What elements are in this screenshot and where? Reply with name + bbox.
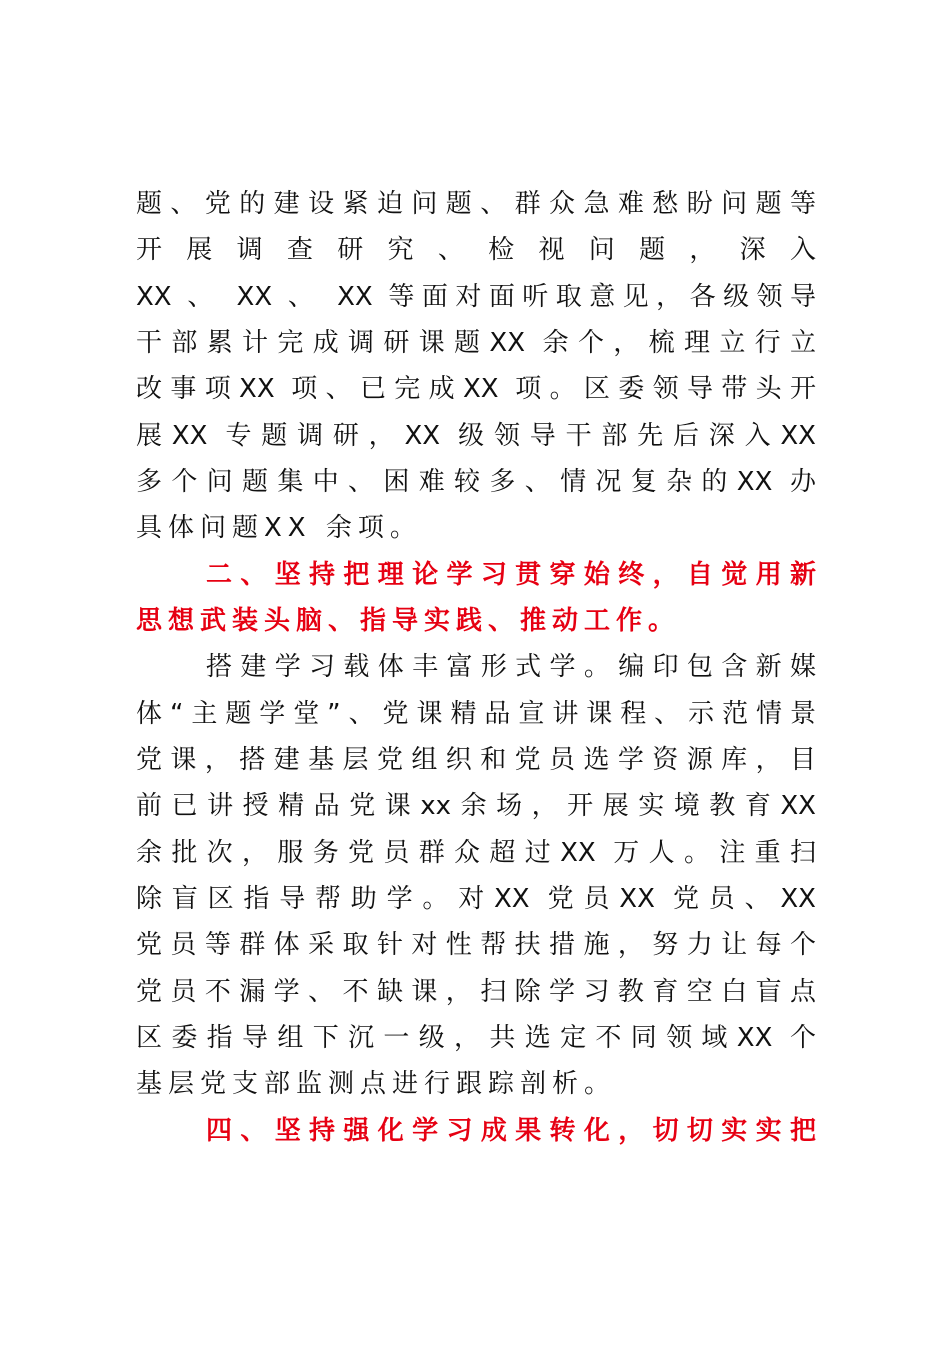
- body-text-line: 干部累计完成调研课题XX 余个，梳理立行立: [136, 328, 816, 358]
- body-text-line: 展XX 专题调研，XX 级领导干部先后深入XX: [136, 421, 816, 451]
- section-heading-line: 二、坚持把理论学习贯穿始终，自觉用新: [206, 560, 816, 590]
- body-text-line: 题、党的建设紧迫问题、群众急难愁盼问题等: [136, 189, 816, 219]
- body-text-line: 党课，搭建基层党组织和党员选学资源库，目: [136, 745, 816, 775]
- body-text-line: 改事项XX 项、已完成XX 项。区委领导带头开: [136, 374, 816, 404]
- body-text-line: 具体问题XX 余项。: [136, 513, 422, 543]
- body-text-line: 体“主题学堂”、党课精品宣讲课程、示范情景: [136, 699, 816, 729]
- body-text-line: 党员等群体采取针对性帮扶措施，努力让每个: [136, 930, 816, 960]
- body-text-line: 基层党支部监测点进行跟踪剖析。: [136, 1069, 617, 1099]
- body-text-line: 搭建学习载体丰富形式学。编印包含新媒: [206, 652, 816, 682]
- body-text-line: 党员不漏学、不缺课，扫除学习教育空白盲点: [136, 977, 816, 1007]
- section-heading-line: 四、坚持强化学习成果转化，切切实实把: [206, 1116, 816, 1146]
- body-text-line: XX 、 XX 、 XX 等面对面听取意见，各级领导: [136, 282, 816, 312]
- body-text-line: 开展调查研究、检视问题，深入: [136, 235, 816, 265]
- body-text-line: 区委指导组下沉一级，共选定不同领域XX 个: [136, 1023, 816, 1053]
- body-text-line: 多个问题集中、困难较多、情况复杂的XX 办: [136, 467, 816, 497]
- body-text-line: 前已讲授精品党课xx余场，开展实境教育XX: [136, 791, 816, 821]
- section-heading-line: 思想武装头脑、指导实践、推动工作。: [136, 606, 681, 636]
- body-text-line: 余批次，服务党员群众超过XX 万人。注重扫: [136, 838, 816, 868]
- body-text-line: 除盲区指导帮助学。对XX 党员XX 党员、XX: [136, 884, 816, 914]
